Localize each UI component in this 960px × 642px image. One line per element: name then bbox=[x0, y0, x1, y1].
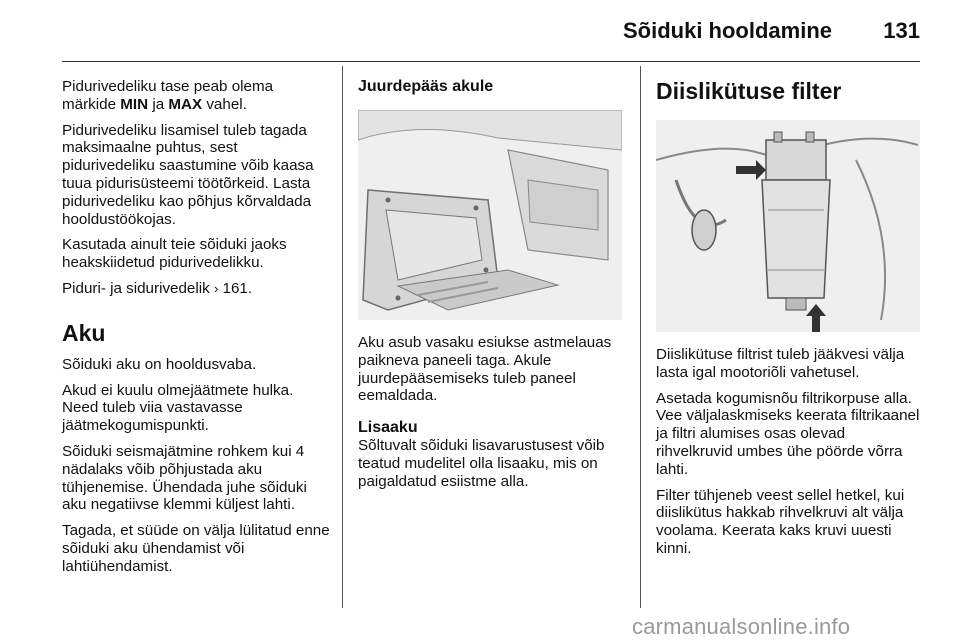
header-divider bbox=[62, 61, 920, 62]
page-reference-link[interactable]: 161. bbox=[218, 279, 253, 297]
paragraph-fluid-reference: Piduri- ja sidurivedelik › 161. bbox=[62, 279, 253, 297]
paragraph-fluid-cleanliness: Pidurivedeliku lisamisel tuleb tagada maksimaalne puhtus, sest pidurivedeliku saastumine võib kaasa tuua pidurisüsteemi töötõrkeid. Lasta pidurivedeliku kao põhjus kõrvaldada hooldustöökojas. bbox=[62, 121, 314, 228]
paragraph-battery-maintenance: Sõiduki aku on hooldusvaba. bbox=[62, 355, 257, 373]
paragraph-filter-drain-finish: Filter tühjeneb veest sellel hetkel, kui diislikütus hakkab rihvelkruvi alt välja voolama. Keerata kaks kruvi uuesti kinni. bbox=[656, 486, 905, 557]
step-panel-drawing bbox=[358, 110, 622, 320]
heading-battery-access: Juurdepääs akule bbox=[358, 78, 494, 95]
column-diesel-filter bbox=[656, 78, 922, 566]
paragraph-fluid-level: Pidurivedeliku tase peab olema märkide MIN ja MAX vahel. bbox=[62, 78, 274, 113]
section-title: Sõiduki hooldamine bbox=[622, 18, 832, 43]
heading-diesel-filter: Diislikütuse filter bbox=[656, 78, 842, 104]
battery-panel-illustration bbox=[358, 110, 622, 320]
page-reference-arrow-icon: › bbox=[213, 280, 219, 296]
paragraph-battery-disposal: Akud ei kuulu olmejäätmete hulka. Need tuleb viia vastavasse jäätmekogumispunkti. bbox=[62, 381, 294, 435]
paragraph-battery-location: Aku asub vasaku esiukse astmelauas paikneva paneeli taga. Akule juurdepääsemiseks tuleb paneel eemaldada. bbox=[358, 334, 612, 405]
page-header bbox=[0, 0, 960, 64]
fuel-filter-drawing bbox=[656, 120, 920, 332]
paragraph-filter-drain-procedure: Asetada kogumisnõu filtrikorpuse alla. Vee väljalaskmiseks keerata filtrikaanel ja filtri alumises osas olevad rihvelkruvid umbes ühe pöörde võrra lahti. bbox=[656, 389, 920, 478]
min-mark: MIN bbox=[120, 95, 149, 113]
heading-battery: Aku bbox=[62, 319, 106, 346]
column-brake-fluid-battery bbox=[62, 78, 330, 584]
heading-auxiliary-battery: Lisaaku bbox=[358, 419, 418, 437]
paragraph-auxiliary-battery: Sõltuvalt sõiduki lisavarustusest võib teatud mudelitel olla lisaaku, mis on paigaldatud esiistme alla. bbox=[358, 437, 605, 490]
column-divider-1 bbox=[342, 66, 343, 608]
column-divider-2 bbox=[640, 66, 641, 608]
paragraph-battery-storage: Sõiduki seismajätmine rohkem kui 4 nädalaks võib põhjustada aku tühjenemise. Ühendada juhe sõiduki aku negatiivse klemmi küljest lahti. bbox=[62, 442, 307, 514]
paragraph-fluid-approved: Kasutada ainult teie sõiduki jaoks heakskiidetud pidurivedelikku. bbox=[62, 236, 287, 272]
paragraph-battery-ignition: Tagada, et süüde on välja lülitatud enne sõiduki aku ühendamist või lahtiühendamist. bbox=[62, 522, 330, 575]
watermark: carmanualsonline.info bbox=[632, 614, 851, 639]
page-number: 131 bbox=[883, 18, 920, 43]
diesel-filter-illustration bbox=[656, 120, 920, 332]
max-mark: MAX bbox=[168, 95, 203, 113]
column-battery-access bbox=[358, 78, 626, 499]
paragraph-filter-drain-interval: Diislikütuse filtrist tuleb jääkvesi välja lasta igal mootoriõli vahetusel. bbox=[656, 346, 905, 381]
